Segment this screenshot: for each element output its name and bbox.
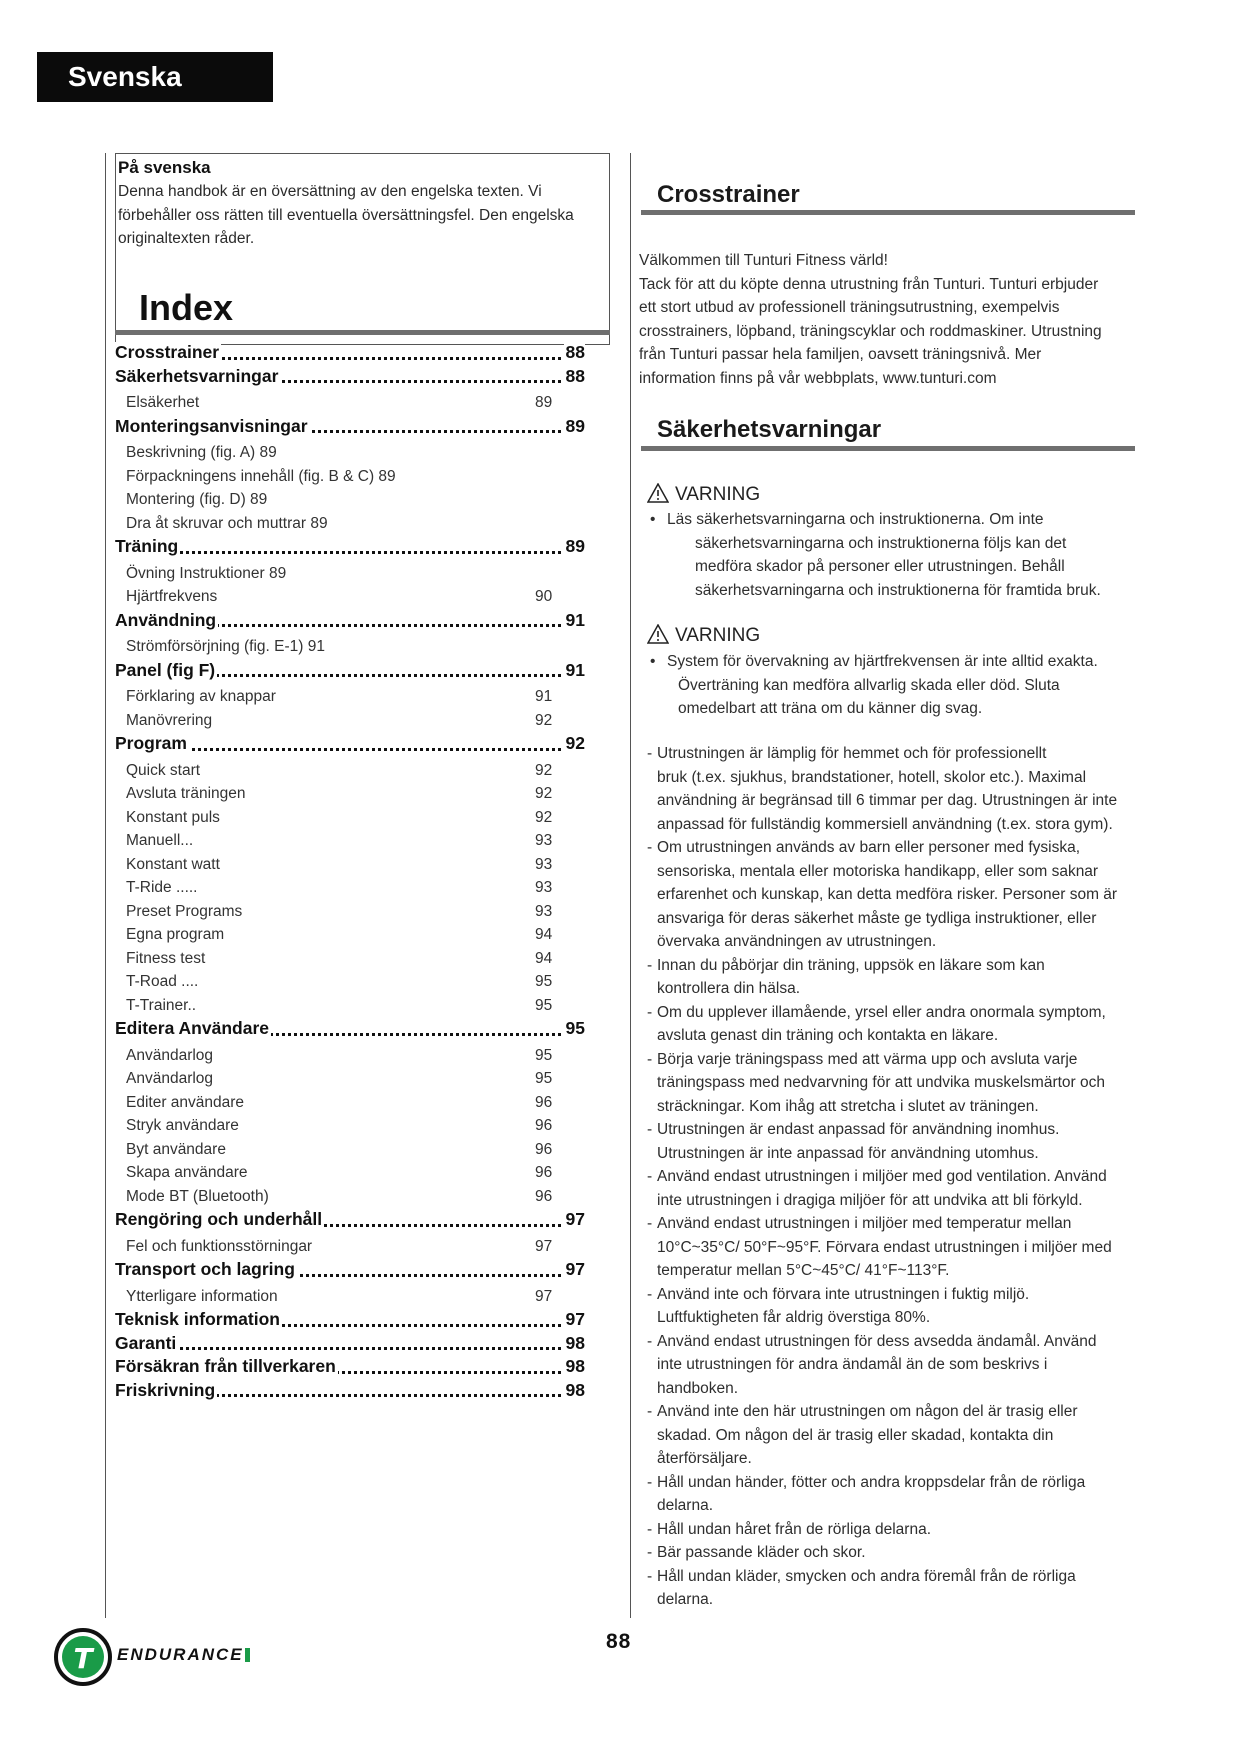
safety-list-line: avsluta genast din träning och kontakta en läkare. [657, 1027, 999, 1044]
toc-page-number: 96 [535, 1187, 553, 1205]
safety-list-item [647, 1118, 1132, 1165]
toc-label: Konstant watt [126, 855, 220, 873]
dash-marker: - [647, 1544, 653, 1561]
crosstrainer-line: ett stort utbud av professionell träningsutrustning, exempelvis [639, 299, 1060, 316]
toc-section-entry [115, 1209, 585, 1233]
toc-subsection-entry [115, 586, 585, 610]
bullet: • [650, 653, 656, 670]
tunturi-logo-icon [53, 1627, 113, 1687]
toc-page-number: 89 [535, 394, 553, 411]
toc-label: Hjärtfrekvens [126, 588, 218, 605]
toc-label: Preset Programs [126, 902, 243, 920]
toc-subsection-entry [115, 830, 585, 854]
toc-subsection-entry [115, 489, 585, 513]
toc-label: Garanti [115, 1332, 177, 1353]
brand-accent [245, 1648, 250, 1662]
toc-page-number: 94 [535, 949, 553, 967]
toc-label: Säkerhetsvarningar [115, 365, 279, 386]
toc-page-number: 95 [565, 1018, 585, 1038]
toc-page-number: 96 [535, 1117, 553, 1134]
toc-label: Montering (fig. D) 89 [126, 491, 268, 508]
toc-subsection-entry [115, 1186, 585, 1210]
toc-page-number: 90 [535, 588, 553, 605]
safety-list-line: skadad. Om någon del är trasig eller skadad, kontakta din [657, 1426, 1054, 1444]
safety-list-line: träningspass med nedvarvning för att undvika muskelsmärtor och [657, 1074, 1105, 1091]
toc-label: Stryk användare [126, 1117, 239, 1134]
safety-title: Säkerhetsvarningar [657, 416, 882, 443]
safety-list-item [647, 1283, 1132, 1330]
toc-leader-dots [115, 551, 585, 554]
toc-page-number: 97 [565, 1209, 585, 1229]
toc-label: Mode BT (Bluetooth) [126, 1187, 269, 1205]
toc-subsection-entry [115, 807, 585, 831]
toc-subsection-entry [115, 948, 585, 972]
warning-line: Överträning kan medföra allvarlig skada eller död. Sluta [678, 676, 1060, 694]
toc-subsection-entry [115, 513, 585, 537]
toc-page-number: 98 [565, 1332, 585, 1353]
toc-page-number: 91 [565, 609, 585, 630]
safety-list-line: sträckningar. Kom ihåg att stretcha i slutet av träningen. [657, 1097, 1039, 1115]
toc-page-number: 93 [535, 902, 553, 920]
safety-list-line: Håll undan kläder, smycken och andra föremål från de rörliga [657, 1567, 1076, 1585]
warning-heading [647, 483, 760, 507]
toc-subsection-entry [115, 1068, 585, 1092]
toc-subsection-entry [115, 854, 585, 878]
crosstrainer-line: från Tunturi passar hela familjen, oavsett träningsnivå. Mer [639, 346, 1042, 363]
safety-list-line: återförsäljare. [657, 1450, 752, 1467]
warning-triangle-icon [647, 624, 669, 644]
toc-page-number: 94 [535, 926, 553, 943]
toc-subsection-entry [115, 1162, 585, 1186]
dash-marker: - [647, 1567, 653, 1585]
toc-subsection-entry [115, 392, 585, 416]
safety-list-line: sensoriska, mentala eller motoriska handikapp, eller som saknar [657, 862, 1099, 880]
toc-page-number: 93 [535, 879, 553, 896]
warning-heading [647, 624, 760, 648]
toc-label: Dra åt skruvar och muttrar 89 [126, 514, 328, 532]
dash-marker: - [647, 1050, 653, 1068]
toc-label: Avsluta träningen [126, 785, 246, 802]
toc-subsection-entry [115, 924, 585, 948]
toc-subsection-entry [115, 901, 585, 925]
safety-list-line: Håll undan håret från de rörliga delarna. [657, 1520, 932, 1538]
safety-list-line: Utrustningen är endast anpassad för användning inomhus. [657, 1121, 1060, 1138]
crosstrainer-line: crosstrainers, löpband, träningscyklar och roddmaskiner. Utrustning [639, 322, 1102, 340]
toc-section-entry [115, 536, 585, 560]
toc-subsection-entry [115, 760, 585, 784]
toc-subsection-entry [115, 442, 585, 466]
toc-leader-dots [115, 1347, 585, 1350]
dash-marker: - [647, 1520, 653, 1538]
table-of-contents [115, 342, 585, 1403]
toc-subsection-entry [115, 971, 585, 995]
safety-list-line: Använd inte och förvara inte utrustningen i fuktig miljö. [657, 1285, 1030, 1303]
crosstrainer-title-rule [641, 210, 1135, 215]
safety-list-item [647, 1001, 1132, 1048]
intro-title: På svenska [118, 158, 211, 177]
toc-label: Panel (fig F) [115, 659, 216, 680]
toc-section-entry [115, 416, 585, 440]
toc-label: Användning [115, 609, 217, 630]
toc-label: Träning [115, 536, 179, 556]
safety-list-line: Håll undan händer, fötter och andra kroppsdelar från de rörliga [657, 1473, 1086, 1491]
safety-list-line: Använd endast utrustningen i miljöer med temperatur mellan [657, 1215, 1072, 1232]
safety-list-line: handboken. [657, 1379, 739, 1397]
toc-page-number: 97 [535, 1237, 553, 1255]
safety-list-item [647, 1541, 1132, 1565]
toc-label: Crosstrainer [115, 342, 220, 362]
dash-marker: - [647, 1332, 653, 1350]
toc-page-number: 92 [535, 761, 553, 779]
toc-page-number: 89 [565, 536, 585, 556]
safety-list-line: 10°C~35°C/ 50°F~95°F. Förvara endast utrustningen i miljöer med [657, 1238, 1112, 1256]
warning-triangle-icon [647, 483, 669, 503]
safety-list-line: erfarenhet och kunskap, kan detta medföra risker. Personer som är [657, 886, 1118, 903]
warning-line: säkerhetsvarningarna och instruktionerna för framtida bruk. [695, 581, 1101, 599]
toc-subsection-entry [115, 995, 585, 1019]
intro-text [118, 180, 607, 251]
safety-list-line: Om du upplever illamående, yrsel eller andra onormala symptom, [657, 1003, 1106, 1021]
crosstrainer-intro [639, 249, 1131, 390]
toc-page-number: 95 [535, 996, 553, 1014]
intro-line: Denna handbok är en översättning av den engelska texten. Vi [118, 183, 542, 200]
toc-page-number: 98 [565, 1379, 585, 1400]
toc-section-entry [115, 1018, 585, 1042]
toc-page-number: 93 [535, 832, 553, 849]
toc-page-number: 95 [535, 1046, 553, 1064]
toc-label: Manövrering [126, 711, 213, 729]
crosstrainer-line: Tack för att du köpte denna utrustning från Tunturi. Tunturi erbjuder [639, 275, 1099, 293]
toc-subsection-entry [115, 1045, 585, 1069]
toc-section-entry [115, 1309, 585, 1333]
safety-list-line: Utrustningen är inte anpassad för användning utomhus. [657, 1144, 1039, 1162]
logo-letter: T [73, 1642, 93, 1675]
toc-label: Förpackningens innehåll (fig. B & C) 89 [126, 467, 396, 485]
safety-list-line: Utrustningen är lämplig för hemmet och för professionellt [657, 745, 1047, 762]
toc-page-number: 96 [535, 1093, 553, 1111]
safety-list-item [647, 1330, 1132, 1401]
dash-marker: - [647, 1168, 653, 1185]
toc-section-entry [115, 1333, 585, 1357]
safety-list-line: användning är begränsad till 6 timmar per dag. Utrustningen är inte [657, 792, 1118, 809]
crosstrainer-line: information finns på vår webbplats, www.tunturi.com [639, 369, 997, 387]
safety-list-item [647, 1471, 1132, 1518]
language-tab: Svenska [37, 52, 273, 102]
toc-label: Program [115, 733, 187, 753]
safety-list-line: inte utrustningen för andra ändamål än de som beskrivs i [657, 1356, 1048, 1373]
toc-label: Elsäkerhet [126, 394, 200, 411]
index-title-rule [115, 330, 610, 335]
toc-page-number: 92 [565, 733, 585, 753]
dash-marker: - [647, 745, 653, 762]
toc-label: Beskrivning (fig. A) 89 [126, 444, 277, 461]
toc-label: Editera Användare [115, 1018, 269, 1038]
toc-section-entry [115, 1356, 585, 1380]
toc-subsection-entry [115, 1236, 585, 1260]
dash-marker: - [647, 1121, 653, 1138]
dash-marker: - [647, 1003, 653, 1021]
center-column-rule [630, 153, 631, 1618]
warning-line: System för övervakning av hjärtfrekvensen är inte alltid exakta. [667, 653, 1098, 670]
toc-page-number: 96 [535, 1164, 553, 1181]
toc-label: Quick start [126, 761, 201, 779]
warning-label: VARNING [675, 484, 761, 505]
safety-list-line: Innan du påbörjar din träning, uppsök en läkare som kan [657, 956, 1045, 974]
toc-section-entry [115, 1380, 585, 1404]
safety-list-item [647, 836, 1132, 954]
toc-subsection-entry [115, 466, 585, 490]
safety-list-line: Använd inte den här utrustningen om någon del är trasig eller [657, 1403, 1078, 1420]
toc-label: Användarlog [126, 1070, 214, 1087]
dash-marker: - [647, 1473, 653, 1491]
intro-line: förbehåller oss rätten till eventuella översättningsfel. Den engelska [118, 206, 574, 224]
toc-page-number: 96 [535, 1140, 553, 1158]
safety-list-line: Börja varje träningspass med att värma upp och avsluta varje [657, 1050, 1078, 1068]
toc-subsection-entry [115, 563, 585, 587]
safety-list-item [647, 1400, 1132, 1471]
toc-page-number: 97 [565, 1309, 585, 1329]
toc-page-number: 91 [565, 659, 585, 680]
toc-label: Fitness test [126, 949, 206, 967]
toc-page-number: 95 [535, 973, 553, 990]
toc-page-number: 89 [565, 415, 585, 436]
safety-list-item [647, 1565, 1132, 1612]
toc-subsection-entry [115, 1286, 585, 1310]
toc-label: Rengöring och underhåll [115, 1209, 323, 1229]
safety-list-line: ansvariga för deras säkerhet måste ge tydliga instruktioner, eller [657, 909, 1097, 927]
toc-label: Byt användare [126, 1140, 226, 1158]
toc-label: Fel och funktionsstörningar [126, 1237, 313, 1255]
toc-page-number: 97 [535, 1287, 553, 1305]
toc-label: Strömförsörjning (fig. E-1) 91 [126, 638, 325, 655]
toc-label: Försäkran från tillverkaren [115, 1356, 336, 1376]
toc-label: Ytterligare information [126, 1287, 278, 1305]
index-title: Index [139, 287, 234, 328]
safety-list-item [647, 1048, 1132, 1119]
safety-list [647, 742, 1132, 1612]
safety-list-line: kontrollera din hälsa. [657, 980, 801, 997]
warning-label: VARNING [675, 625, 761, 646]
crosstrainer-line: Välkommen till Tunturi Fitness värld! [639, 252, 888, 269]
safety-list-line: bruk (t.ex. sjukhus, brandstationer, hotell, skolor etc.). Maximal [657, 768, 1087, 786]
warning-body [650, 650, 1120, 721]
safety-list-line: inte utrustningen i dragiga miljöer för att undvika att bli förkyld. [657, 1191, 1083, 1209]
toc-subsection-entry [115, 783, 585, 807]
safety-list-line: Bär passande kläder och skor. [657, 1544, 866, 1561]
toc-label: Konstant puls [126, 808, 220, 826]
toc-page-number: 93 [535, 855, 553, 873]
toc-page-number: 92 [535, 785, 553, 802]
warning-line: medföra skador på personer eller utrustningen. Behåll [695, 558, 1065, 575]
toc-label: Användarlog [126, 1046, 214, 1064]
toc-section-entry [115, 660, 585, 684]
toc-label: Manuell... [126, 832, 194, 849]
toc-subsection-entry [115, 710, 585, 734]
toc-page-number: 88 [565, 342, 585, 362]
toc-label: T-Ride ..... [126, 879, 198, 896]
dash-marker: - [647, 1285, 653, 1303]
warning-line: Läs säkerhetsvarningarna och instruktionerna. Om inte [667, 511, 1044, 528]
safety-list-line: Använd endast utrustningen för dess avsedda ändamål. Använd [657, 1332, 1097, 1350]
bullet: • [650, 511, 656, 528]
page-number: 88 [606, 1630, 632, 1653]
toc-page-number: 92 [535, 711, 553, 729]
safety-title-rule [641, 446, 1135, 451]
safety-list-line: anpassad för fullständig kommersiell användning (t.ex. stora gym). [657, 815, 1113, 833]
dash-marker: - [647, 956, 653, 974]
left-column-rule [105, 153, 106, 1618]
toc-section-entry [115, 610, 585, 634]
safety-list-line: Om utrustningen används av barn eller personer med fysiska, [657, 839, 1081, 856]
dash-marker: - [647, 1215, 653, 1232]
toc-label: Friskrivning [115, 1379, 216, 1400]
safety-list-item [647, 1212, 1132, 1283]
toc-label: Monteringsanvisningar [115, 415, 308, 436]
toc-section-entry [115, 366, 585, 390]
toc-page-number: 88 [565, 365, 585, 386]
toc-page-number: 97 [565, 1259, 585, 1279]
toc-page-number: 95 [535, 1070, 553, 1087]
toc-section-entry [115, 342, 585, 366]
toc-label: Förklaring av knappar [126, 688, 276, 705]
toc-label: Editer användare [126, 1093, 245, 1111]
safety-list-line: delarna. [657, 1591, 714, 1608]
toc-subsection-entry [115, 1092, 585, 1116]
toc-subsection-entry [115, 636, 585, 660]
toc-subsection-entry [115, 686, 585, 710]
safety-list-item [647, 954, 1132, 1001]
dash-marker: - [647, 1403, 653, 1420]
toc-label: T-Trainer.. [126, 996, 197, 1014]
toc-label: Teknisk information [115, 1309, 280, 1329]
safety-list-line: övervaka användningen av utrustningen. [657, 933, 937, 950]
toc-page-number: 98 [565, 1356, 585, 1376]
toc-subsection-entry [115, 1115, 585, 1139]
toc-label: Skapa användare [126, 1164, 248, 1181]
warning-line: säkerhetsvarningarna och instruktionerna följs kan det [695, 534, 1067, 552]
brand-name: ENDURANCE [117, 1645, 244, 1664]
safety-list-item [647, 742, 1132, 836]
crosstrainer-title: Crosstrainer [657, 181, 800, 208]
toc-subsection-entry [115, 1139, 585, 1163]
safety-list-item [647, 1165, 1132, 1212]
dash-marker: - [647, 839, 653, 856]
safety-list-line: delarna. [657, 1497, 714, 1514]
safety-list-line: Luftfuktigheten får aldrig överstiga 80%. [657, 1309, 931, 1326]
toc-label: Egna program [126, 926, 225, 943]
toc-subsection-entry [115, 877, 585, 901]
safety-list-line: temperatur mellan 5°C~45°C/ 41°F~113°F. [657, 1262, 950, 1279]
toc-section-entry [115, 733, 585, 757]
safety-list-line: Använd endast utrustningen i miljöer med god ventilation. Använd [657, 1168, 1107, 1185]
toc-section-entry [115, 1259, 585, 1283]
warning-body [650, 508, 1120, 602]
toc-label: T-Road .... [126, 973, 199, 990]
warning-line: omedelbart att träna om du känner dig svag. [678, 700, 983, 717]
toc-label: Övning Instruktioner 89 [126, 564, 287, 582]
safety-list-item [647, 1518, 1132, 1542]
intro-line: originaltexten råder. [118, 230, 255, 247]
toc-label: Transport och lagring [115, 1259, 295, 1279]
toc-page-number: 91 [535, 688, 553, 705]
toc-page-number: 92 [535, 808, 553, 826]
